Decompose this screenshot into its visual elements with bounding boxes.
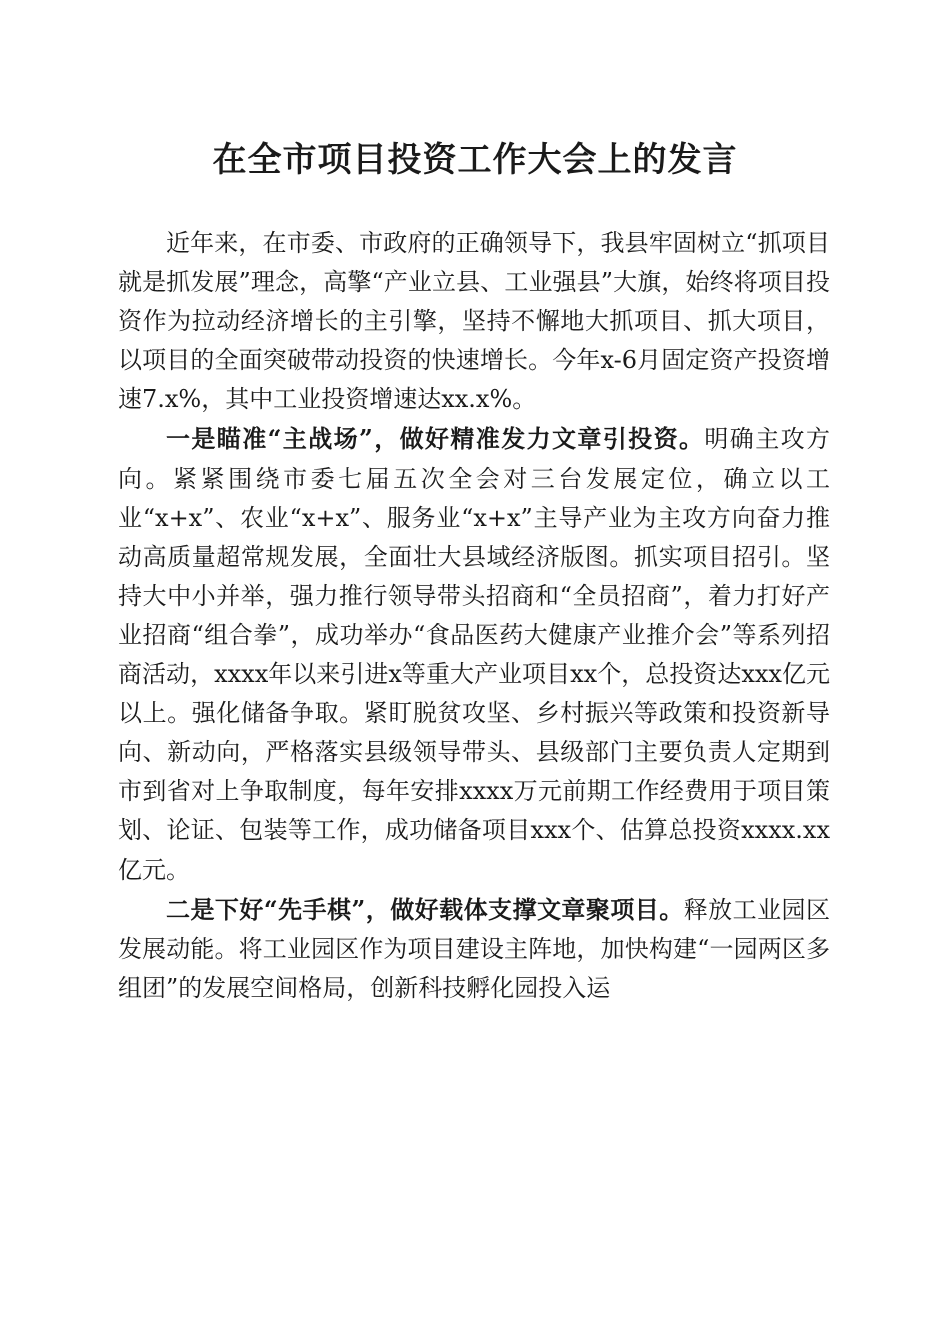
paragraph-text: 释放工业园区发展动能。将工业园区作为项目建设主阵地，加快构建“一园两区多组团”的发展空间格局，创新科技孵化园投入运 <box>118 895 831 1002</box>
paragraph-heading: 二是下好“先手棋”，做好载体支撑文章聚项目。 <box>166 894 684 924</box>
paragraph-text: 近年来，在市委、市政府的正确领导下，我县牢固树立“抓项目就是抓发展”理念，高擎“产业立县、工业强县”大旗，始终将项目投资作为拉动经济增长的主引擎，坚持不懈地大抓项目、抓大项目，以项目的全面突破带动投资的快速增长。今年x-6月固定资产投资增速7.x%，其中工业投资增速达xx.x%。 <box>118 229 830 414</box>
paragraph-section-two <box>118 890 830 1008</box>
document-body <box>118 224 830 1008</box>
paragraph-section-one <box>118 419 830 889</box>
paragraph-text: 明确主攻方向。紧紧围绕市委七届五次全会对三台发展定位，确立以工业“x+x”、农业“x+x”、服务业“x+x”主导产业为主攻方向奋力推动高质量超常规发展，全面壮大县域经济版图。抓实项目招引。坚持大中小并举，强力推行领导带头招商和“全员招商”，着力打好产业招商“组合拳”，成功举办“食品医药大健康产业推介会”等系列招商活动，xxxx年以来引进x等重大产业项目xx个，总投资达xxx亿元以上。强化储备争取。紧盯脱贫攻坚、乡村振兴等政策和投资新导向、新动向，严格落实县级领导带头、县级部门主要负责人定期到市到省对上争取制度，每年安排xxxx万元前期工作经费用于项目策划、论证、包装等工作，成功储备项目xxx个、估算总投资xxxx.xx亿元。 <box>118 425 831 884</box>
paragraph-intro <box>118 224 830 419</box>
paragraph-heading: 一是瞄准“主战场”，做好精准发力文章引投资。 <box>166 424 705 454</box>
page-title: 在全市项目投资工作大会上的发言 <box>212 140 738 180</box>
